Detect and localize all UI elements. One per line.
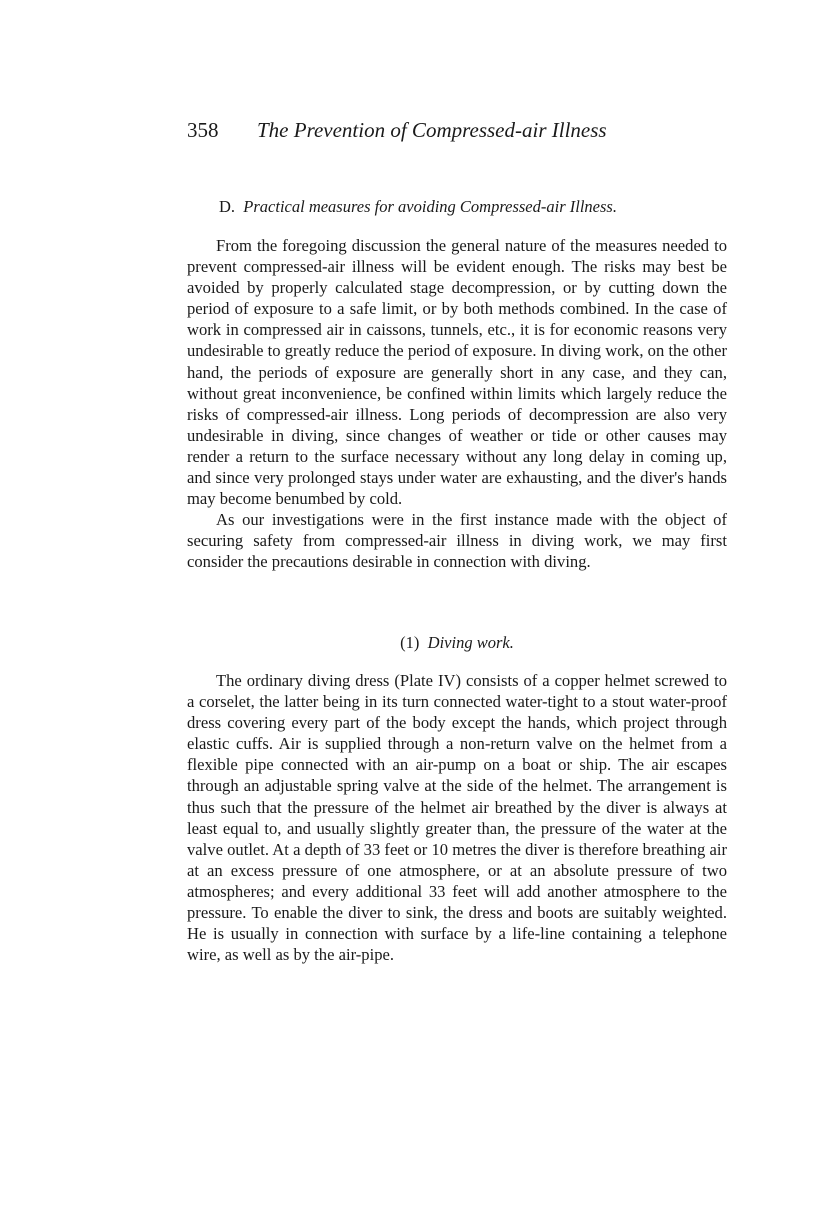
paragraph-investigations: As our investigations were in the first instance made with the object of securing safety from compressed-air illness in diving work, we may first consider the precautions desirable in connection with diving. [187,510,727,572]
paragraph-diving-dress: The ordinary diving dress (Plate IV) consists of a copper helmet screwed to a corselet, the latter being in its turn connected water-tight to a stout water-proof dress covering every part of the body except the hands, which project through elastic cuffs. Air is supplied through a non-return valve on the helmet from a flexible pipe connected with an air-pump on a boat or ship. The air escapes through an adjustable spring valve at the side of the helmet. The arrangement is thus such that the pressure of the helmet air breathed by the diver is always at least equal to, and usually slightly greater than, the pressure of the water at the valve outlet. At a depth of 33 feet or 10 metres the diver is therefore breathing air at an excess pressure of one atmosphere, or at an absolute pressure of two atmospheres; and every additional 33 feet will add another atmosphere to the pressure. To enable the diver to sink, the dress and boots are suitably weighted. He is usually in connection with surface by a life-line containing a telephone wire, as well as by the air-pipe. [187,671,727,965]
section-title: Practical measures for avoiding Compressed-air Illness. [243,197,617,216]
running-head [187,116,667,144]
running-title: The Prevention of Compressed-air Illness [257,118,607,142]
section-heading [219,195,739,219]
subsection-title: Diving work. [427,633,514,652]
page-number: 358 [187,118,219,142]
subsection-label: (1) [400,633,420,652]
intro-text-block [187,235,727,573]
subsection-heading [187,631,727,655]
paragraph-measures: From the foregoing discussion the general nature of the measures needed to prevent compressed-air illness will be evident enough. The risks may best be avoided by properly calculated stage decompression, or by cutting down the period of exposure to a safe limit, or by both methods combined. In the case of work in compressed air in caissons, tunnels, etc., it is for economic reasons very undesirable to greatly reduce the period of exposure. In diving work, on the other hand, the periods of exposure are generally short in any case, and they can, without great inconvenience, be confined within limits which largely reduce the risks of compressed-air illness. Long periods of decompression are also very undesirable in diving, since changes of weather or tide or other causes may render a return to the surface necessary without any long delay in coming up, and since very prolonged stays under water are exhausting, and the diver's hands may become benumbed by cold. [187,236,727,509]
diving-text-block [187,670,727,965]
section-label: D. [219,197,236,216]
